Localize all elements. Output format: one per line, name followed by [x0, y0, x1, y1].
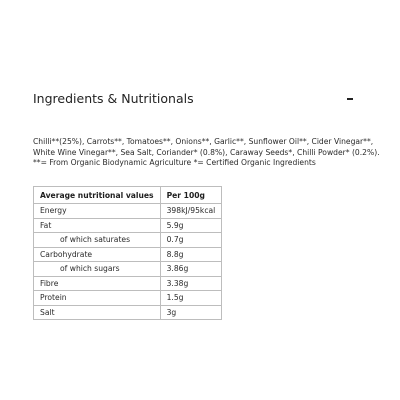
- nutrient-value: 1.5g: [160, 291, 222, 306]
- table-row: [34, 218, 222, 233]
- section-title: Ingredients & Nutritionals: [33, 91, 194, 106]
- minus-icon[interactable]: [345, 93, 357, 105]
- nutrient-label: Protein: [34, 291, 161, 306]
- nutrition-table: [33, 186, 222, 320]
- column-header: Per 100g: [160, 187, 222, 204]
- ingredients-footnote: **= From Organic Biodynamic Agriculture *= Certified Organic Ingredients: [33, 158, 316, 168]
- nutrient-label: Carbohydrate: [34, 247, 161, 262]
- ingredients-text: [33, 137, 380, 169]
- column-header: Average nutritional values: [34, 187, 161, 204]
- ingredients-line: Chilli**(25%), Carrots**, Tomatoes**, Onions**, Garlic**, Sunflower Oil**, Cider Vinegar**,: [33, 137, 374, 146]
- nutrient-value: 3.38g: [160, 276, 222, 291]
- nutrient-label: of which sugars: [34, 262, 161, 277]
- nutrient-label: Fat: [34, 218, 161, 233]
- nutrient-value: 3.86g: [160, 262, 222, 277]
- table-row: [34, 305, 222, 320]
- nutrient-label: Energy: [34, 204, 161, 219]
- table-row: [34, 262, 222, 277]
- table-row: [34, 247, 222, 262]
- table-row: [34, 233, 222, 248]
- nutrient-value: 3g: [160, 305, 222, 320]
- nutrient-value: 5.9g: [160, 218, 222, 233]
- nutrient-label: Fibre: [34, 276, 161, 291]
- table-header-row: [34, 187, 222, 204]
- nutrient-value: 398kJ/95kcal: [160, 204, 222, 219]
- nutrient-value: 0.7g: [160, 233, 222, 248]
- nutrient-label: Salt: [34, 305, 161, 320]
- nutrient-label: of which saturates: [34, 233, 161, 248]
- table-row: [34, 291, 222, 306]
- table-row: [34, 204, 222, 219]
- nutrient-value: 8.8g: [160, 247, 222, 262]
- ingredients-line: White Wine Vinegar**, Sea Salt, Coriander* (0.8%), Caraway Seeds*, Chilli Powder* (0.2%).: [33, 147, 380, 157]
- ingredients-section-header[interactable]: [33, 90, 357, 110]
- table-row: [34, 276, 222, 291]
